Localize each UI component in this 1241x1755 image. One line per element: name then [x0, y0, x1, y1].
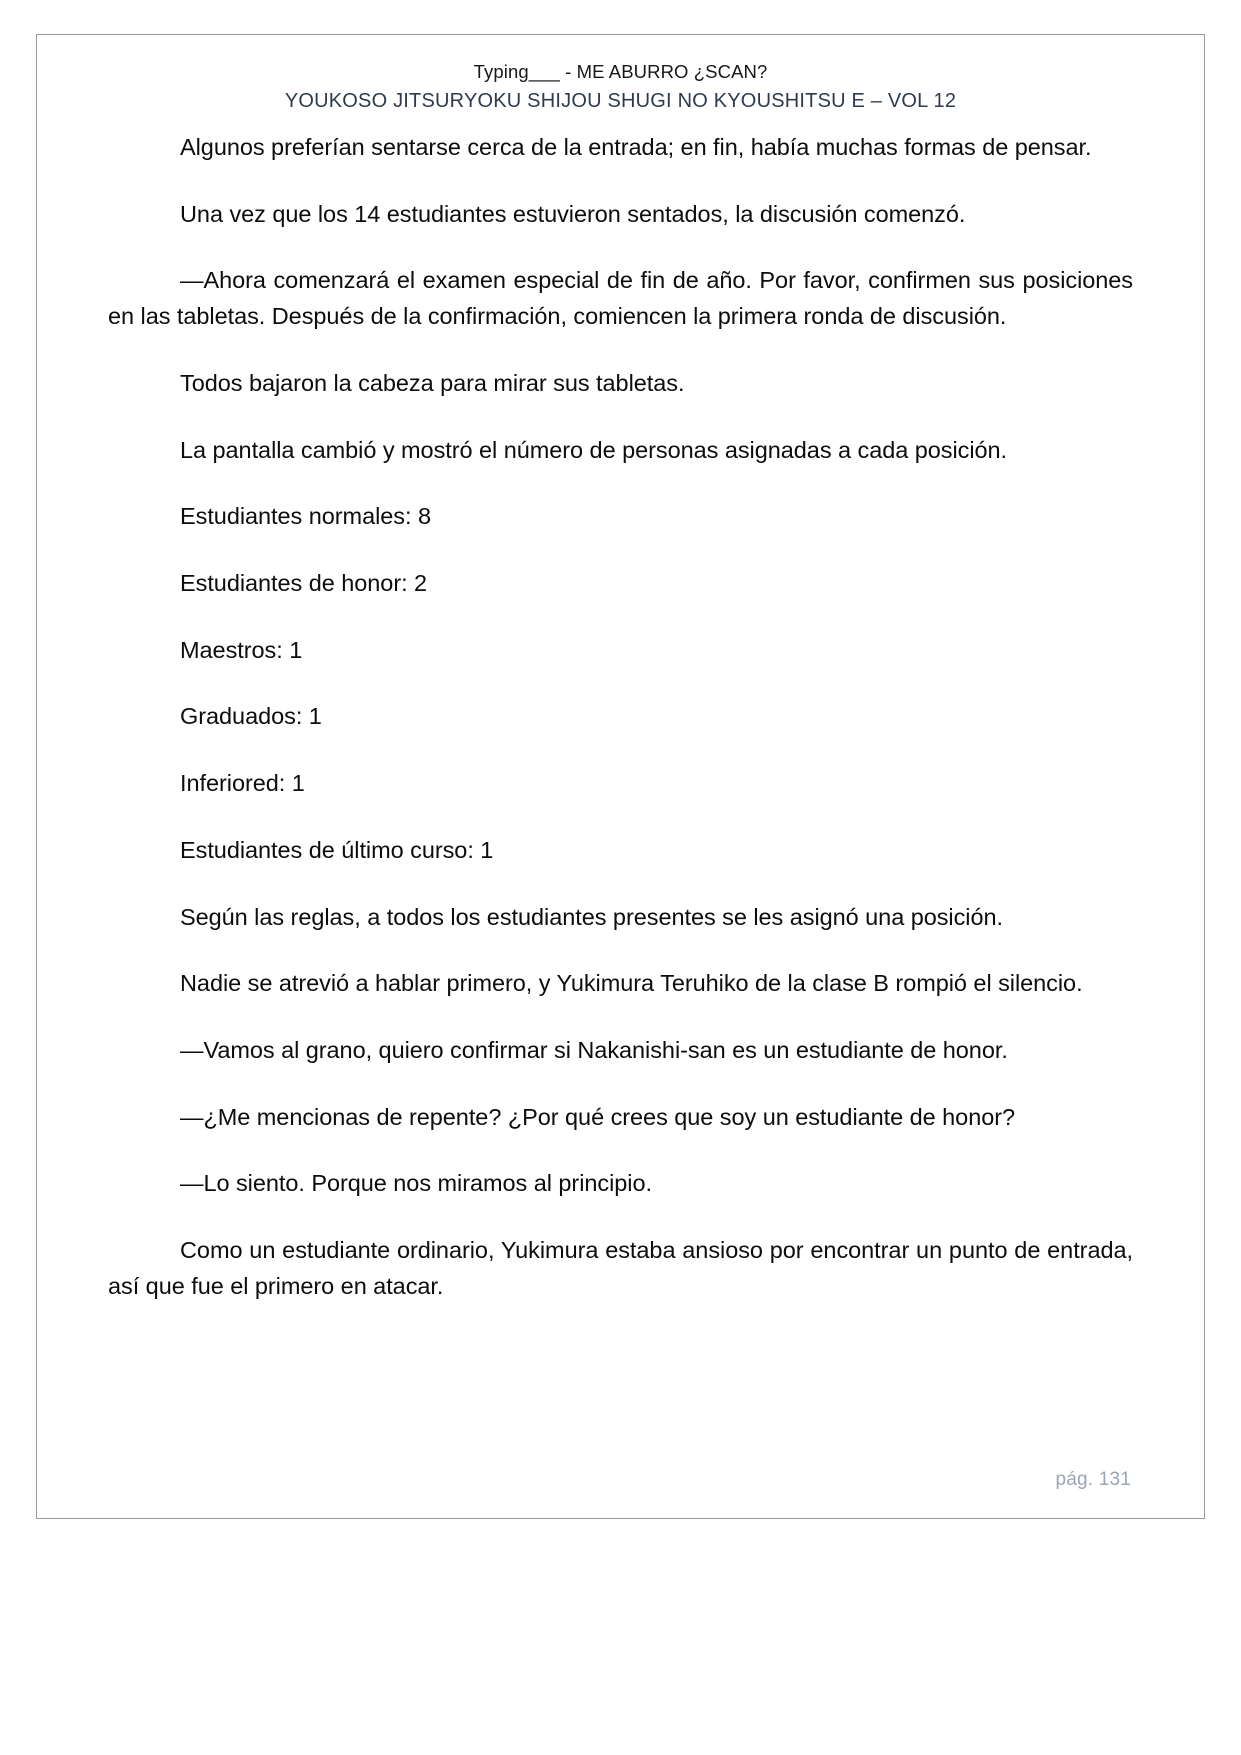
dialogue-line: —¿Me mencionas de repente? ¿Por qué crees que soy un estudiante de honor?: [180, 1103, 1016, 1130]
paragraph: Algunos preferían sentarse cerca de la entrada; en fin, había muchas formas de pensar.: [180, 133, 1092, 160]
list-item-honor-students: Estudiantes de honor: 2: [180, 570, 428, 596]
list-item-final-year-students: Estudiantes de último curso: 1: [180, 836, 494, 863]
paragraph: Todos bajaron la cabeza para mirar sus tabletas.: [180, 369, 685, 396]
page-number: pág. 131: [1055, 1469, 1131, 1490]
page-header: [108, 60, 1133, 116]
header-series-title: YOUKOSO JITSURYOKU SHIJOU SHUGI NO KYOUSHITSU E – VOL 12: [284, 89, 957, 112]
list-item-normal-students: Estudiantes normales: 8: [180, 503, 431, 530]
list-item-inferiored: Inferiored: 1: [180, 770, 305, 797]
paragraph: La pantalla cambió y mostró el número de personas asignadas a cada posición.: [180, 436, 1008, 463]
list-item-teachers: Maestros: 1: [180, 636, 303, 663]
paragraph: —Ahora comenzará el examen especial de fin de año. Por favor, confirmen sus posiciones en las tabletas. Después de la confirmación, comiencen la primera ronda de discusión.: [108, 267, 1133, 330]
dialogue-line: —Vamos al grano, quiero confirmar si Nakanishi-san es un estudiante de honor.: [180, 1037, 1008, 1064]
page-content: [36, 34, 1205, 1519]
paragraph: Nadie se atrevió a hablar primero, y Yukimura Teruhiko de la clase B rompió el silencio.: [180, 970, 1083, 997]
paragraph: Como un estudiante ordinario, Yukimura estaba ansioso por encontrar un punto de entrada, así que fue el primero en atacar.: [108, 1237, 1133, 1299]
body-text-block: [108, 130, 1133, 1305]
list-item-graduates: Graduados: 1: [180, 703, 322, 730]
paragraph: Una vez que los 14 estudiantes estuvieron sentados, la discusión comenzó.: [180, 200, 966, 227]
header-scan-credit: Typing___ - ME ABURRO ¿SCAN?: [473, 61, 768, 82]
dialogue-line: —Lo siento. Porque nos miramos al principio.: [180, 1170, 652, 1197]
paragraph: Según las reglas, a todos los estudiantes presentes se les asignó una posición.: [180, 903, 1003, 930]
